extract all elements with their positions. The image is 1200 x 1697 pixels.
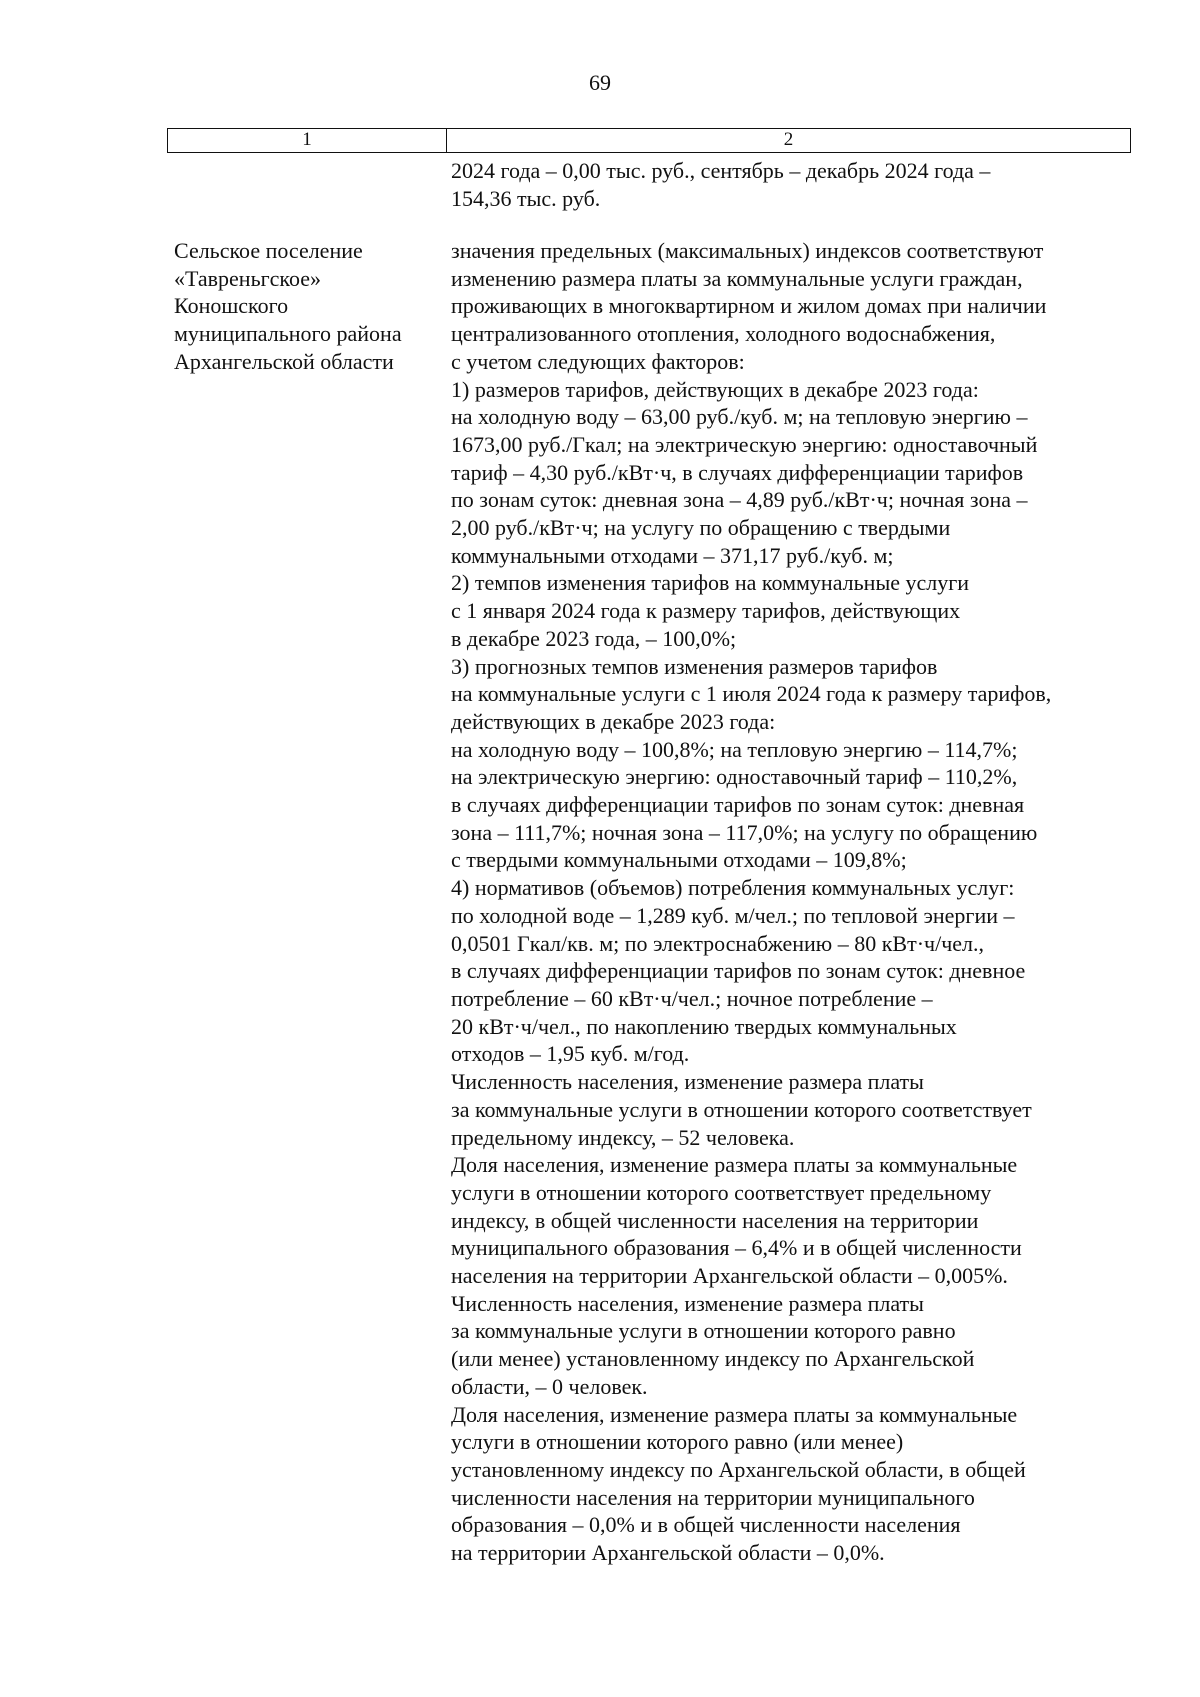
municipality-name-line: Коношского — [174, 293, 289, 319]
description-line: по холодной воде – 1,289 куб. м/чел.; по тепловой энергии – — [451, 902, 1015, 928]
description-line: на электрическую энергию: одноставочный тариф – 110,2%, — [451, 764, 1018, 790]
description-line: Доля населения, изменение размера платы за коммунальные — [451, 1401, 1018, 1427]
description-line: Численность населения, изменение размера платы — [451, 1290, 924, 1316]
description-line: с 1 января 2024 года к размеру тарифов, действующих — [451, 598, 961, 624]
description-line: 1) размеров тарифов, действующих в декабре 2023 года: — [451, 376, 979, 402]
description-line: на холодную воду – 63,00 руб./куб. м; на тепловую энергию – — [451, 404, 1028, 430]
description-line: с твердыми коммунальными отходами – 109,8%; — [451, 847, 907, 873]
description-line: отходов – 1,95 куб. м/год. — [451, 1041, 690, 1067]
description-line: централизованного отопления, холодного водоснабжения, — [451, 321, 996, 347]
description-line: тариф – 4,30 руб./кВт·ч, в случаях дифференциации тарифов — [451, 459, 1024, 485]
description-line: Численность населения, изменение размера платы — [451, 1069, 924, 1095]
description-line: на территории Архангельской области – 0,0%. — [451, 1540, 885, 1566]
description-line: проживающих в многоквартирном и жилом домах при наличии — [451, 293, 1047, 319]
description-line: численности населения на территории муниципального — [451, 1484, 975, 1510]
description-line: потребление – 60 кВт·ч/чел.; ночное потребление – — [451, 985, 933, 1011]
description-line: с учетом следующих факторов: — [451, 348, 745, 374]
description-line: предельному индексу, – 52 человека. — [451, 1124, 795, 1150]
description-line: 3) прогнозных темпов изменения размеров тарифов — [451, 653, 938, 679]
description-line: на коммунальные услуги с 1 июля 2024 года к размеру тарифов, — [451, 681, 1052, 707]
page-number: 69 — [589, 70, 611, 95]
column-header-2: 2 — [783, 129, 794, 150]
column-header-1: 1 — [168, 129, 447, 152]
description-line: 4) нормативов (объемов) потребления коммунальных услуг: — [451, 875, 1015, 901]
description-line: зона – 111,7%; ночная зона – 117,0%; на услугу по обращению — [451, 819, 1038, 845]
description-line: муниципального образования – 6,4% и в общей численности — [451, 1235, 1022, 1261]
description-line: индексу, в общей численности населения на территории — [451, 1207, 979, 1233]
table-header-row — [167, 128, 1131, 153]
municipality-name-line: «Тавреньгское» — [174, 265, 322, 291]
description-line: 2,00 руб./кВт·ч; на услугу по обращению с твердыми — [451, 515, 951, 541]
description-line: изменению размера платы за коммунальные услуги граждан, — [451, 265, 1023, 291]
description-line: в случаях дифференциации тарифов по зонам суток: дневное — [451, 958, 1026, 984]
description-line: Доля населения, изменение размера платы за коммунальные — [451, 1152, 1018, 1178]
continuation-text — [451, 157, 1141, 212]
description-line: (или менее) установленному индексу по Архангельской — [451, 1346, 975, 1372]
description-line: за коммунальные услуги в отношении которого равно — [451, 1318, 956, 1344]
continuation-line: 154,36 тыс. руб. — [451, 185, 601, 211]
description-line: коммунальными отходами – 371,17 руб./куб. м; — [451, 542, 894, 568]
description-cell — [451, 237, 1141, 1567]
description-line: значения предельных (максимальных) индексов соответствуют — [451, 238, 1044, 263]
municipality-name-line: муниципального района — [174, 321, 402, 347]
description-line: в случаях дифференциации тарифов по зонам суток: дневная — [451, 792, 1025, 818]
description-line: установленному индексу по Архангельской области, в общей — [451, 1456, 1026, 1482]
description-line: за коммунальные услуги в отношении которого соответствует — [451, 1096, 1032, 1122]
description-line: на холодную воду – 100,8%; на тепловую энергию – 114,7%; — [451, 736, 1018, 762]
description-line: образования – 0,0% и в общей численности населения — [451, 1512, 961, 1538]
continuation-line: 2024 года – 0,00 тыс. руб., сентябрь – декабрь 2024 года – — [451, 158, 991, 183]
description-line: услуги в отношении которого соответствует предельному — [451, 1179, 992, 1205]
description-line: 1673,00 руб./Гкал; на электрическую энергию: одноставочный — [451, 431, 1038, 457]
description-line: по зонам суток: дневная зона – 4,89 руб./кВт·ч; ночная зона – — [451, 487, 1028, 513]
description-line: населения на территории Архангельской области – 0,005%. — [451, 1263, 1008, 1289]
municipality-name-cell — [174, 237, 444, 376]
description-line: 20 кВт·ч/чел., по накоплению твердых коммунальных — [451, 1013, 957, 1039]
description-line: 0,0501 Гкал/кв. м; по электроснабжению – 80 кВт·ч/чел., — [451, 930, 985, 956]
municipality-name-line: Сельское поселение — [174, 238, 363, 263]
description-line: действующих в декабре 2023 года: — [451, 708, 776, 734]
description-line: услуги в отношении которого равно (или менее) — [451, 1429, 904, 1455]
description-line: области, – 0 человек. — [451, 1373, 648, 1399]
municipality-name-line: Архангельской области — [174, 348, 394, 374]
description-line: в декабре 2023 года, – 100,0%; — [451, 625, 737, 651]
description-line: 2) темпов изменения тарифов на коммунальные услуги — [451, 570, 970, 596]
